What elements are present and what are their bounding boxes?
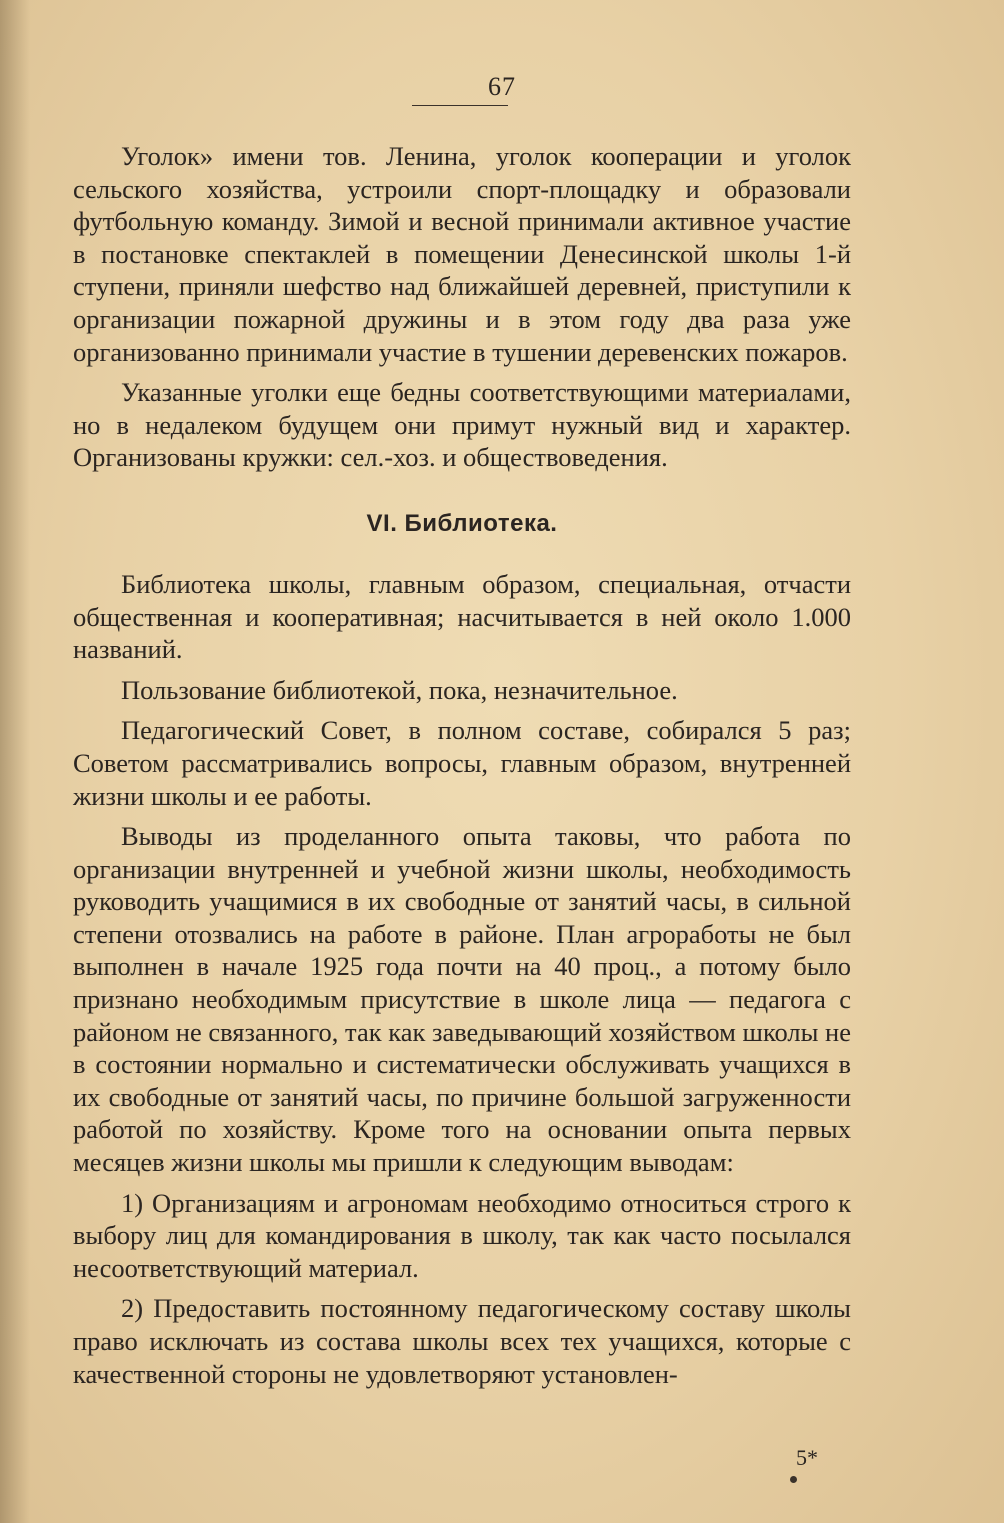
signature-mark: 5* [796, 1445, 818, 1470]
paragraph: Пользование библиотекой, пока, незначительное. [121, 674, 678, 705]
section-heading: VI. Библиотека. [366, 509, 558, 537]
ink-dot [790, 1476, 797, 1483]
paragraph: Указанные уголки еще бедны соответствующими материалами, но в недалеком будущем они примут нужный вид и характер. Организованы кружки: сел.-хоз. и обществоведения. [73, 377, 851, 473]
paragraph: Уголок» имени тов. Ленина, уголок кооперации и уголок сельского хозяйства, устроили спорт-площадку и образовали футбольную команду. Зимой и весной принимали активное участие в постановке спектаклей в помещении Денесинской школы 1-й ступени, приняли шефство над ближайшей деревней, приступили к организации пожарной дружины и в этом году два раза уже организованно принимали участие в тушении деревенских пожаров. [73, 141, 851, 367]
binding-shadow [0, 0, 30, 1523]
list-item: 2) Предоставить постоянному педагогическому составу школы право исключать из состава школы всех тех учащихся, которые с качественной стороны не удовлетворяют установлен- [73, 1293, 851, 1389]
body-text [73, 140, 851, 1390]
paragraph: Педагогический Совет, в полном составе, собирался 5 раз; Советом рассматривались вопросы, главным образом, внутренней жизни школы и ее работы. [73, 715, 851, 811]
list-item: 1) Организациям и агрономам необходимо относиться строго к выбору лиц для командирования в школу, так как часто посылался несоответствующий материал. [73, 1187, 851, 1283]
paragraph: Библиотека школы, главным образом, специальная, отчасти общественная и кооперативная; насчитывается в ней около 1.000 названий. [73, 568, 851, 665]
page-number-rule [412, 105, 508, 106]
paragraph: Выводы из проделанного опыта таковы, что работа по организации внутренней и учебной жизни школы, необходимость руководить учащимися в их свободные от занятий часы, в сильной степени отозвались на работе в районе. План агроработы не был выполнен в начале 1925 года почти на 40 проц., а потому было признано необходимым присутствие в школе лица — педагога с районом не связанного, так как заведывающий хозяйством школы не в состоянии нормально и систематически обслуживать учащихся в их свободные от занятий часы, по причине большой загруженности работой по хозяйству. Кроме того на основании опыта первых месяцев жизни школы мы пришли к следующим выводам: [73, 821, 851, 1178]
page-number: 67 [488, 72, 516, 101]
